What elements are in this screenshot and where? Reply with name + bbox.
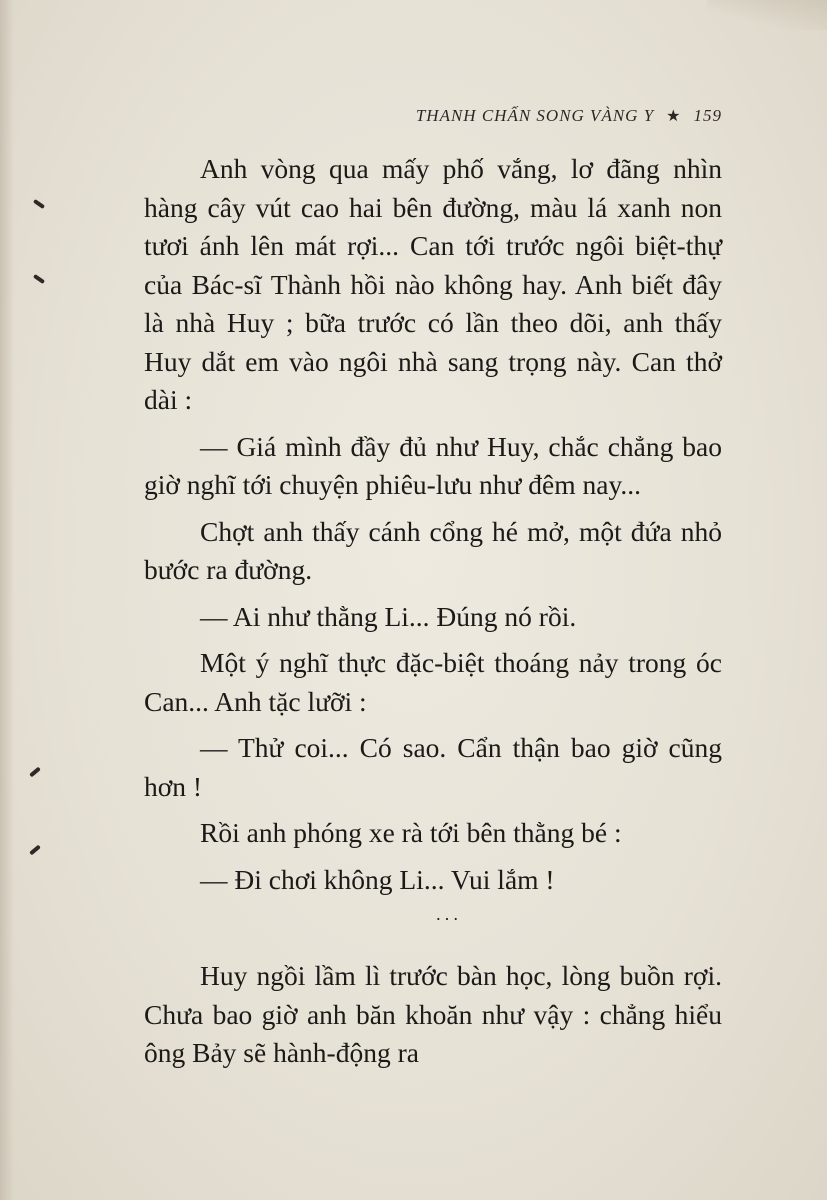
dialogue-paragraph: — Đi chơi không Li... Vui lắm ! [200, 863, 555, 895]
page-number: 159 [693, 106, 722, 125]
paragraph: Một ý nghĩ thực đặc-biệt thoáng nảy trong óc Can... Anh tặc lưỡi : [144, 647, 722, 717]
binding-stitch-mark [29, 767, 41, 778]
page-corner-wear [707, 0, 827, 30]
book-title: THANH CHẤN SONG VÀNG Y [415, 106, 655, 125]
section-separator: ˙˙˙ [435, 914, 461, 936]
dialogue-paragraph: — Ai như thằng Li... Đúng nó rồi. [200, 600, 577, 632]
body-text [144, 150, 722, 1073]
paragraph: Chợt anh thấy cánh cổng hé mở, một đứa nhỏ bước ra đường. [144, 515, 722, 585]
paragraph: Rồi anh phóng xe rà tới bên thằng bé : [200, 817, 622, 848]
binding-stitch-mark [29, 845, 41, 856]
paragraph: Huy ngồi lầm lì trước bàn học, lòng buồn rợi. Chưa bao giờ anh băn khoăn như vậy : chẳng hiểu ông Bảy sẽ hành-động ra [144, 960, 722, 1068]
page-edge-shadow [0, 0, 14, 1200]
running-header [300, 102, 722, 130]
dialogue-paragraph: — Thử coi... Có sao. Cẩn thận bao giờ cũng hơn ! [144, 732, 722, 802]
star-ornament-icon: ★ [666, 108, 682, 125]
binding-stitch-mark [33, 274, 45, 284]
binding-stitch-mark [33, 199, 45, 209]
paragraph: Anh vòng qua mấy phố vắng, lơ đãng nhìn hàng cây vút cao hai bên đường, màu lá xanh non tươi ánh lên mát rợi... Can tới trước ngôi biệt-thự của Bác-sĩ Thành hồi nào không hay. Anh biết đây là nhà Huy ; bữa trước có lần theo dõi, anh thấy Huy dắt em vào ngôi nhà sang trọng này. Can thở dài : [144, 153, 722, 415]
dialogue-paragraph: — Giá mình đầy đủ như Huy, chắc chẳng bao giờ nghĩ tới chuyện phiêu-lưu như đêm nay... [144, 430, 722, 500]
